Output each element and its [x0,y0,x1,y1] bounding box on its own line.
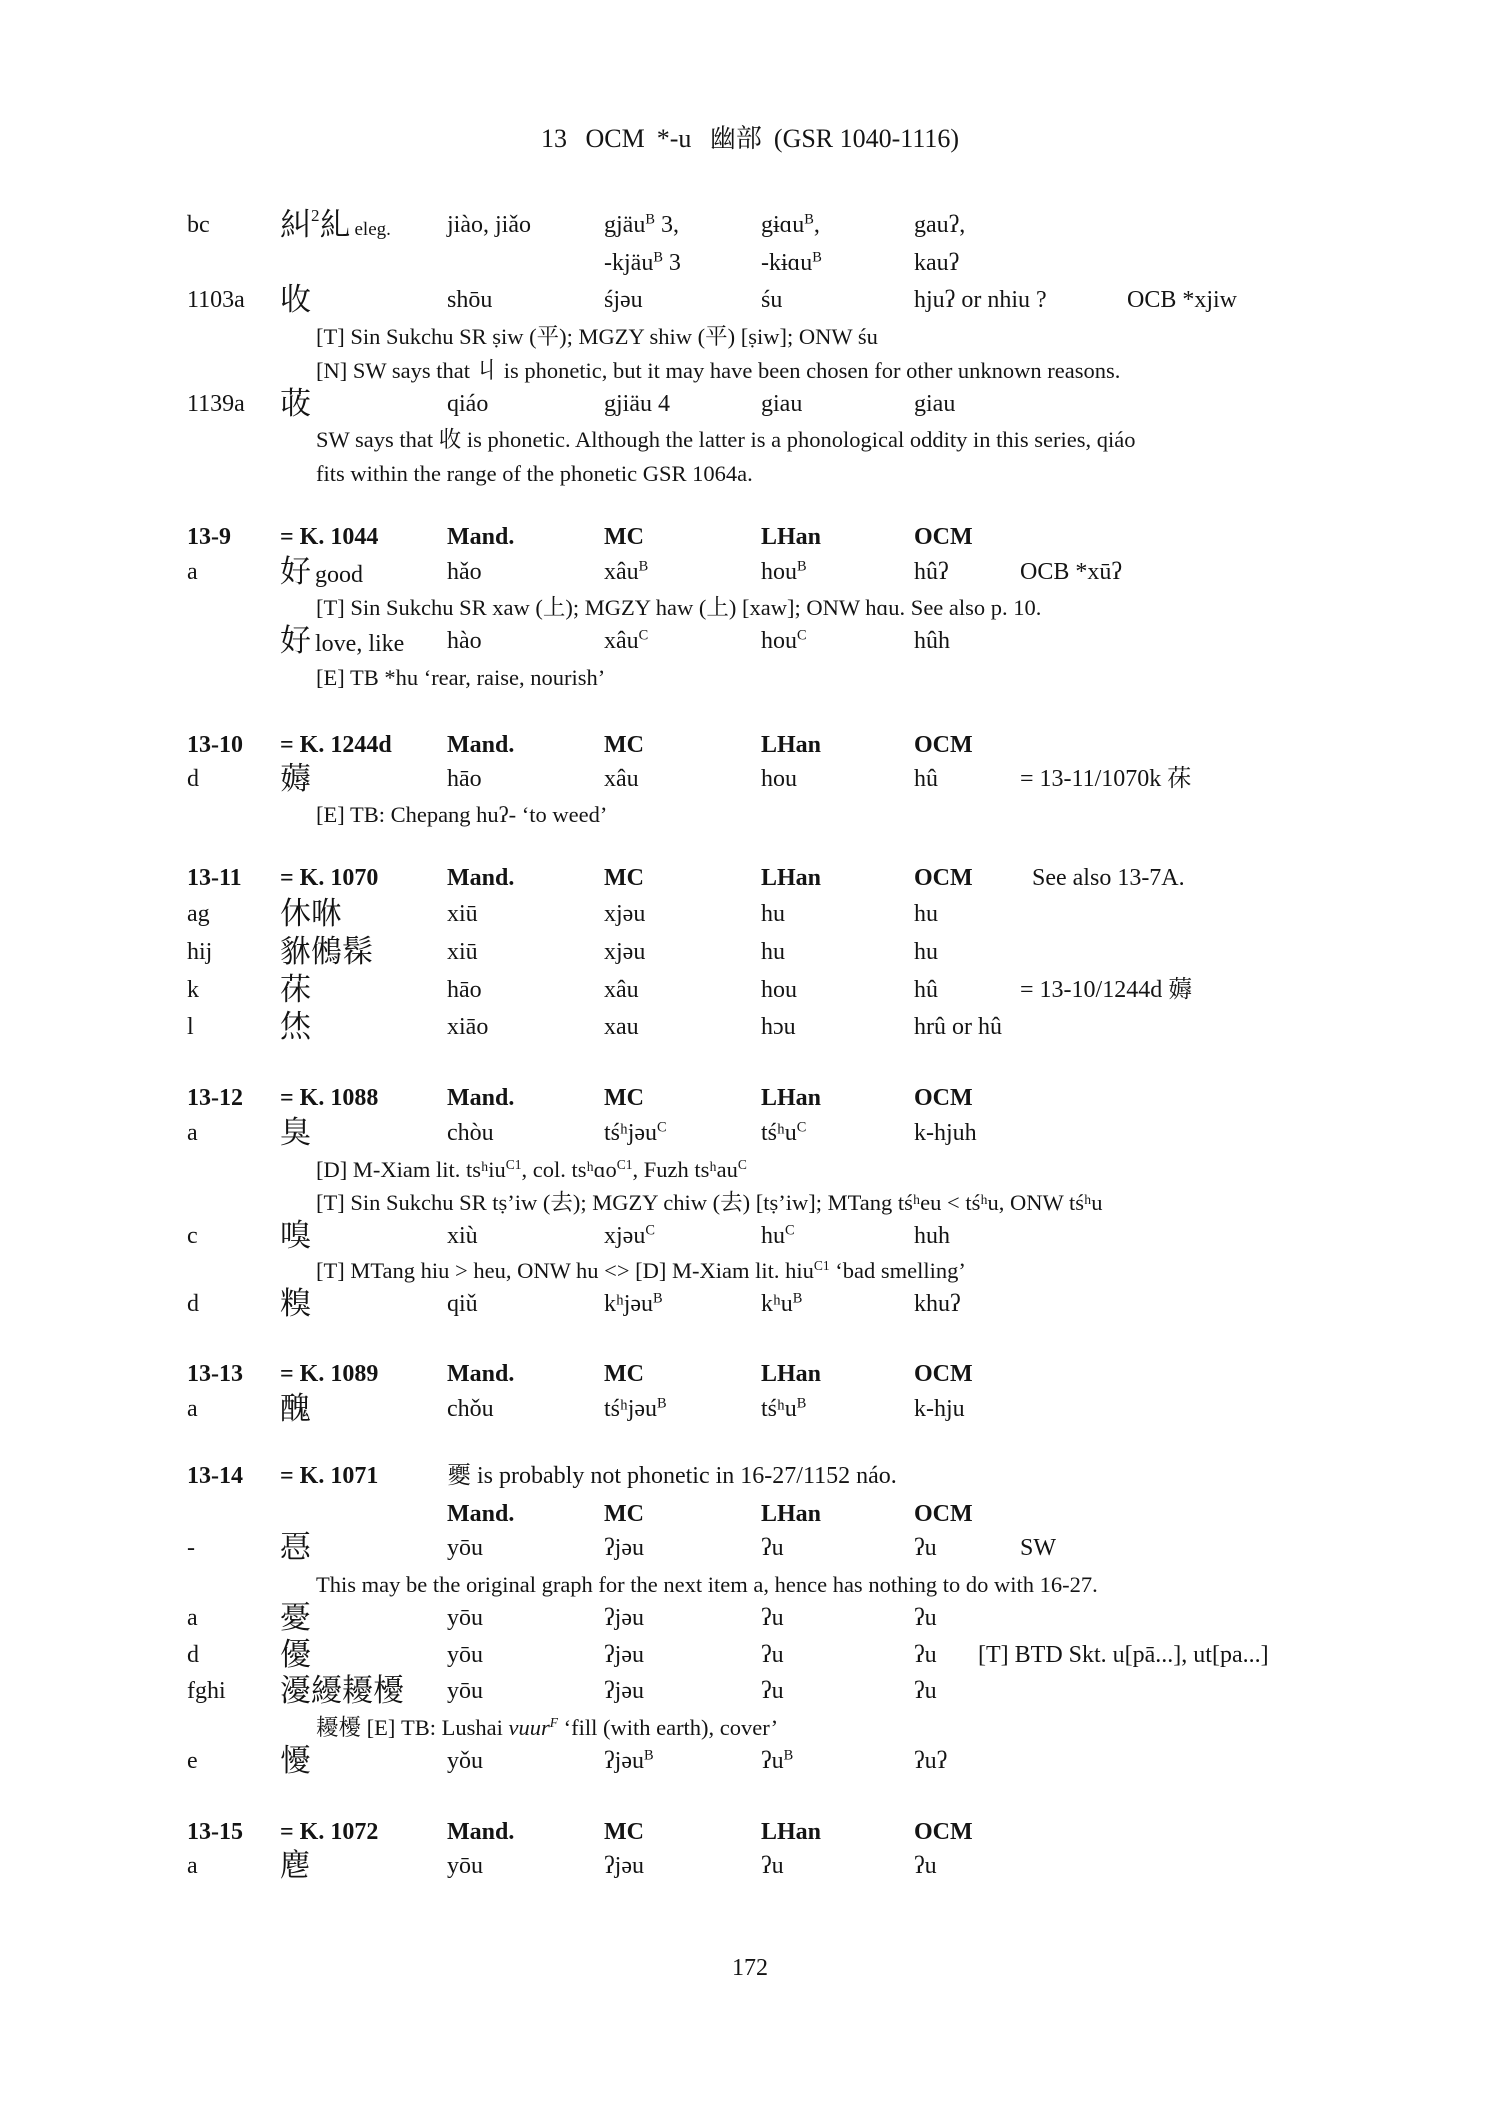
lhan-text: tśʰu [761,1120,797,1146]
old-chinese: k-hjuh [914,1120,977,1146]
old-chinese: gauʔ, [914,212,966,238]
tone-mark: B [783,1747,794,1764]
column-header-ocm: OCM [914,1819,973,1845]
later-han [761,1288,802,1320]
entry-row [0,936,1500,970]
tone-mark: B [653,1290,663,1307]
entry-label: fghi [187,1678,226,1704]
karlgren-ref: = K. 1244d [280,732,392,758]
middle-chinese: xjəu [604,939,646,965]
middle-chinese [604,1745,654,1777]
graph-char: 好 [280,554,311,589]
section-heading [0,1460,1500,1494]
rhyme-group: 幽部 [709,124,762,153]
graph-gloss: eleg. [354,219,391,240]
lhan-text: -kɨɑu [761,250,813,276]
graph: 薅 [280,761,311,796]
column-header-ocm: OCM [914,1361,973,1387]
old-chinese: khuʔ [914,1291,961,1317]
note-text: ‘bad smelling’ [829,1258,966,1283]
note-row [0,424,1500,458]
middle-chinese: ʔjəu [604,1535,644,1561]
later-han [761,1220,795,1252]
note-row [0,799,1500,833]
entry-label: a [187,1120,198,1146]
later-han: ʔu [761,1678,784,1704]
middle-chinese [604,1117,667,1149]
column-header-mandarin: Mand. [447,732,515,758]
note-line: [E] TB *hu ‘rear, raise, nourish’ [316,665,606,690]
column-header-lhan: LHan [761,1501,822,1527]
section-heading [0,521,1500,555]
mc-text: tśʰjəu [604,1396,658,1422]
entry-row [0,1850,1500,1884]
see-also-reference: See also 13-7A. [1032,865,1185,891]
middle-chinese: gjiäu 4 [604,391,670,417]
mandarin: yǒu [447,1748,483,1774]
mc-text: xâu [604,559,639,585]
mandarin: qiáo [447,391,489,417]
gsr-range: (GSR 1040-1116) [773,124,960,153]
lhan-suffix: , [813,212,820,238]
mandarin: hào [447,628,482,654]
chapter-label: OCM [585,124,645,153]
note-text: [T] MTang hiu > heu, ONW hu <> [D] M-Xiam lit. hiu [316,1258,814,1283]
mandarin: xiāo [447,1014,489,1040]
middle-chinese [604,209,679,241]
middle-chinese [604,1288,663,1320]
graph: 收 [280,282,311,317]
column-header-mc: MC [604,1501,644,1527]
column-header-mandarin: Mand. [447,1085,515,1111]
note-text: ‘fill (with earth), cover’ [557,1715,779,1740]
section-id: 13-13 [187,1361,243,1387]
column-header-lhan: LHan [761,524,822,550]
column-header-ocm: OCM [914,1085,973,1111]
entry-label: a [187,559,198,585]
old-chinese: hrû or hû [914,1014,1002,1040]
old-chinese: hûh [914,628,950,654]
section-id: 13-11 [187,865,242,891]
karlgren-ref: = K. 1088 [280,1085,379,1111]
lhan-text: kʰu [761,1291,793,1317]
entry-label: a [187,1853,198,1879]
note-line: This may be the original graph for the next item a, hence has nothing to do with 16-27. [316,1572,1098,1597]
graph-char: 糾 [280,207,311,242]
mc-text: xjəu [604,1223,646,1249]
tone-mark: C [737,1156,747,1172]
graph-variant: 糺 [319,207,351,242]
note-text: [D] M-Xiam lit. tsʰiu [316,1157,506,1182]
graph: 㥑 [280,1530,311,1565]
note-row [0,1255,1500,1289]
karlgren-ref: = K. 1071 [280,1463,379,1489]
karlgren-ref: = K. 1072 [280,1819,379,1845]
old-chinese: hûʔ [914,559,949,585]
old-chinese: ʔu [914,1605,937,1631]
later-han: hɔu [761,1014,796,1040]
middle-chinese [604,625,648,657]
transcription-note: [T] BTD Skt. u[pā...], ut[pa...] [978,1642,1269,1668]
old-chinese: hu [914,939,938,965]
later-han [761,625,807,657]
entry-row [0,1532,1500,1566]
mandarin: yōu [447,1678,483,1704]
entry-label: d [187,766,199,792]
later-han [761,1745,793,1777]
entry-row [0,1220,1500,1254]
note-text: , Fuzh tsʰau [632,1157,738,1182]
note-line: [N] SW says that 丩 is phonetic, but it may have been chosen for other unknown reasons. [316,358,1121,383]
note-text: 耰櫌 [E] TB: Lushai [316,1715,509,1740]
entry-row [0,1745,1500,1779]
mc-text: -kjäu [604,250,654,276]
tone-mark: C [645,1222,655,1239]
section-heading [0,862,1500,896]
mc-text: ʔjəu [604,1748,644,1774]
mandarin: yōu [447,1642,483,1668]
column-header-mandarin: Mand. [447,1819,515,1845]
tone-mark: C1 [616,1156,633,1172]
column-header-ocm: OCM [914,732,973,758]
entry-label: hij [187,939,213,965]
entry-label: 1139a [187,391,245,417]
note-row [0,458,1500,492]
entry-row [0,974,1500,1008]
mandarin: chǒu [447,1396,494,1422]
entry-label: a [187,1605,198,1631]
graph [280,625,404,660]
graph: 糗 [280,1286,311,1321]
tone-mark: B [792,1290,803,1307]
graph: 麀 [280,1848,311,1883]
note-line: SW says that 收 is phonetic. Although the latter is a phonological oddity in this series, qiáo [316,427,1136,452]
graph [280,206,391,246]
old-chinese: giau [914,391,956,417]
later-han [761,247,822,279]
tone-mark: C [638,627,649,644]
old-chinese: hû [914,977,938,1003]
column-header-mc: MC [604,1085,644,1111]
later-han: hu [761,901,785,927]
entry-label: d [187,1642,199,1668]
tone-mark: B [645,211,655,228]
column-header-lhan: LHan [761,1361,822,1387]
entry-row [0,206,1500,243]
entry-row [0,1675,1500,1709]
mandarin: jiào, jiǎo [447,212,531,238]
entry-row [0,1011,1500,1045]
later-han: ʔu [761,1535,784,1561]
middle-chinese: śjəu [604,287,643,313]
column-header-lhan: LHan [761,1085,822,1111]
mandarin: yōu [447,1605,483,1631]
note-line [316,1154,747,1186]
old-chinese: hû [914,766,938,792]
middle-chinese: xâu [604,977,639,1003]
entry-label: bc [187,212,210,238]
source-reference: SW [1020,1535,1056,1561]
graph: 醜 [280,1391,311,1426]
note-row [0,592,1500,626]
column-header-mc: MC [604,524,644,550]
middle-chinese [604,1220,655,1252]
karlgren-ref: = K. 1044 [280,524,379,550]
lhan-text: hou [761,559,797,585]
entry-row [0,284,1500,318]
note-row [0,1569,1500,1603]
later-han: hou [761,977,797,1003]
entry-label: - [187,1535,195,1561]
tone-mark: C [797,627,807,644]
later-han: ʔu [761,1853,784,1879]
later-han [761,556,807,588]
tone-mark: C [796,1119,807,1136]
graph: 臭 [280,1115,311,1150]
old-chinese: ʔuʔ [914,1748,948,1774]
mandarin: qiǔ [447,1291,478,1317]
entry-row [0,556,1500,590]
column-header-mc: MC [604,1819,644,1845]
ocb-reconstruction: OCB *xjiw [1127,287,1238,313]
section-id: 13-9 [187,524,231,550]
graph: 懮 [280,1743,311,1778]
middle-chinese [604,556,648,588]
entry-row [0,247,1500,281]
note-line: [E] TB: Chepang huʔ- ‘to weed’ [316,802,608,827]
entry-label: e [187,1748,198,1774]
note-line: [T] Sin Sukchu SR ṣiw (平); MGZY shiw (平) [ṣiw]; ONW śu [316,324,878,349]
note-line: [T] Sin Sukchu SR tṣ’iw (去); MGZY chiw (去) [tṣ’iw]; MTang tśʰeu < tśʰu, ONW tśʰu [316,1190,1103,1215]
lhan-text: ʔu [761,1748,784,1774]
old-chinese: ʔu [914,1535,937,1561]
column-header-ocm: OCM [914,524,973,550]
graph: 荍 [280,386,311,421]
tone-mark: C1 [813,1257,830,1273]
entry-row [0,1393,1500,1427]
tone-mark: B [796,1395,807,1412]
old-chinese: ʔu [914,1853,937,1879]
entry-label: l [187,1014,194,1040]
section-id: 13-14 [187,1463,243,1489]
later-han: giau [761,391,803,417]
old-chinese: ʔu [914,1678,937,1704]
mc-suffix: 3 [662,250,681,276]
column-header-mandarin: Mand. [447,865,515,891]
tone-mark: B [812,249,822,266]
old-chinese: hjuʔ or nhiu ? [914,287,1047,313]
entry-row [0,1117,1500,1151]
entry-label: c [187,1223,198,1249]
middle-chinese [604,1393,667,1425]
old-chinese: hu [914,901,938,927]
karlgren-ref: = K. 1089 [280,1361,379,1387]
tone-mark: F [549,1714,558,1730]
graph-char: 好 [280,623,311,658]
note-line: [T] Sin Sukchu SR xaw (上); MGZY haw (上) [xaw]; ONW hɑu. See also p. 10. [316,595,1042,620]
page-number: 172 [732,1955,768,1981]
column-header-ocm: OCM [914,1501,973,1527]
column-header-mandarin: Mand. [447,524,515,550]
middle-chinese: ʔjəu [604,1853,644,1879]
ocb-reconstruction: OCB *xūʔ [1020,559,1122,585]
mandarin: chòu [447,1120,494,1146]
section-id: 13-10 [187,732,243,758]
entry-row [0,763,1500,797]
column-header-mc: MC [604,732,644,758]
mc-text: kʰjəu [604,1291,654,1317]
graph: 瀀纋耰櫌 [280,1673,404,1708]
old-chinese: kauʔ [914,250,960,276]
mandarin: xiū [447,939,478,965]
note-row [0,662,1500,696]
mandarin: yōu [447,1853,483,1879]
graph: 休咻 [280,896,342,931]
middle-chinese: xâu [604,766,639,792]
etymon: vuur [508,1715,550,1740]
later-han [761,209,820,241]
later-han: śu [761,287,783,313]
graph: 嗅 [280,1218,311,1253]
chapter-final: *-u [656,124,692,153]
middle-chinese: xau [604,1014,639,1040]
mandarin: hāo [447,766,482,792]
column-header-lhan: LHan [761,732,822,758]
middle-chinese: ʔjəu [604,1605,644,1631]
later-han [761,1117,806,1149]
column-header-mc: MC [604,865,644,891]
entry-label: k [187,977,199,1003]
later-han [761,1393,806,1425]
tone-mark: B [797,558,807,575]
note-line: fits within the range of the phonetic GSR 1064a. [316,461,753,486]
later-han: hu [761,939,785,965]
graph-index: 2 [311,206,320,225]
lhan-text: hou [761,628,797,654]
mandarin: xiù [447,1223,478,1249]
karlgren-ref: = K. 1070 [280,865,379,891]
section-heading [0,729,1500,763]
graph: 茠 [280,972,311,1007]
entry-row [0,898,1500,932]
note-line [316,1712,778,1744]
graph: 貅鵂髹 [280,934,373,969]
note-line [316,1255,966,1287]
column-headers [0,1498,1500,1532]
mandarin: xiū [447,901,478,927]
section-note: 夒 is probably not phonetic in 16-27/1152 náo. [447,1463,897,1489]
lhan-text: tśʰu [761,1396,797,1422]
graph-gloss: good [315,562,363,588]
entry-label: a [187,1396,198,1422]
graph: 憂 [280,1600,311,1635]
note-row [0,1154,1500,1188]
column-header-ocm: OCM [914,865,973,891]
entry-label: 1103a [187,287,245,313]
mandarin: hǎo [447,559,482,585]
tone-mark: B [804,211,814,228]
tone-mark: C [785,1222,795,1239]
section-heading [0,1358,1500,1392]
section-heading [0,1082,1500,1116]
cross-reference: = 13-10/1244d 薅 [1020,977,1193,1003]
section-id: 13-15 [187,1819,243,1845]
cross-reference: = 13-11/1070k 茠 [1020,766,1192,792]
tone-mark: B [653,249,663,266]
column-header-mandarin: Mand. [447,1361,515,1387]
later-han: hou [761,766,797,792]
lhan-text: gɨɑu [761,212,805,238]
mandarin: hāo [447,977,482,1003]
mc-text: tśʰjəu [604,1120,658,1146]
later-han: ʔu [761,1605,784,1631]
running-header [0,122,1500,156]
middle-chinese: xjəu [604,901,646,927]
note-text: , col. tsʰɑo [521,1157,617,1182]
entry-row [0,1602,1500,1636]
mc-text: gjäu [604,212,646,238]
section-id: 13-12 [187,1085,243,1111]
old-chinese: k-hju [914,1396,965,1422]
tone-mark: B [657,1395,667,1412]
tone-mark: B [643,1747,654,1764]
graph: 優 [280,1637,311,1672]
entry-label: d [187,1291,199,1317]
mc-text: xâu [604,628,639,654]
note-row [0,1187,1500,1221]
note-row [0,355,1500,389]
middle-chinese [604,247,681,279]
mandarin: shōu [447,287,493,313]
tone-mark: B [638,558,649,575]
chapter-number: 13 [540,124,567,153]
middle-chinese: ʔjəu [604,1642,644,1668]
entry-row [0,1639,1500,1673]
section-heading [0,1816,1500,1850]
tone-mark: C [657,1119,667,1136]
graph [280,556,363,591]
column-header-lhan: LHan [761,865,822,891]
mandarin: yōu [447,1535,483,1561]
old-chinese: huh [914,1223,950,1249]
tone-mark: C1 [505,1156,522,1172]
graph-gloss: love, like [315,631,405,657]
column-header-mandarin: Mand. [447,1501,515,1527]
old-chinese: ʔu [914,1642,937,1668]
entry-row [0,625,1500,659]
note-row [0,1712,1500,1746]
mc-suffix: 3, [654,212,679,238]
column-header-mc: MC [604,1361,644,1387]
column-header-lhan: LHan [761,1819,822,1845]
note-row [0,321,1500,355]
later-han: ʔu [761,1642,784,1668]
middle-chinese: ʔjəu [604,1678,644,1704]
entry-row [0,388,1500,422]
graph: 烋 [280,1009,311,1044]
lhan-text: hu [761,1223,785,1249]
entry-row [0,1288,1500,1322]
entry-label: ag [187,901,210,927]
